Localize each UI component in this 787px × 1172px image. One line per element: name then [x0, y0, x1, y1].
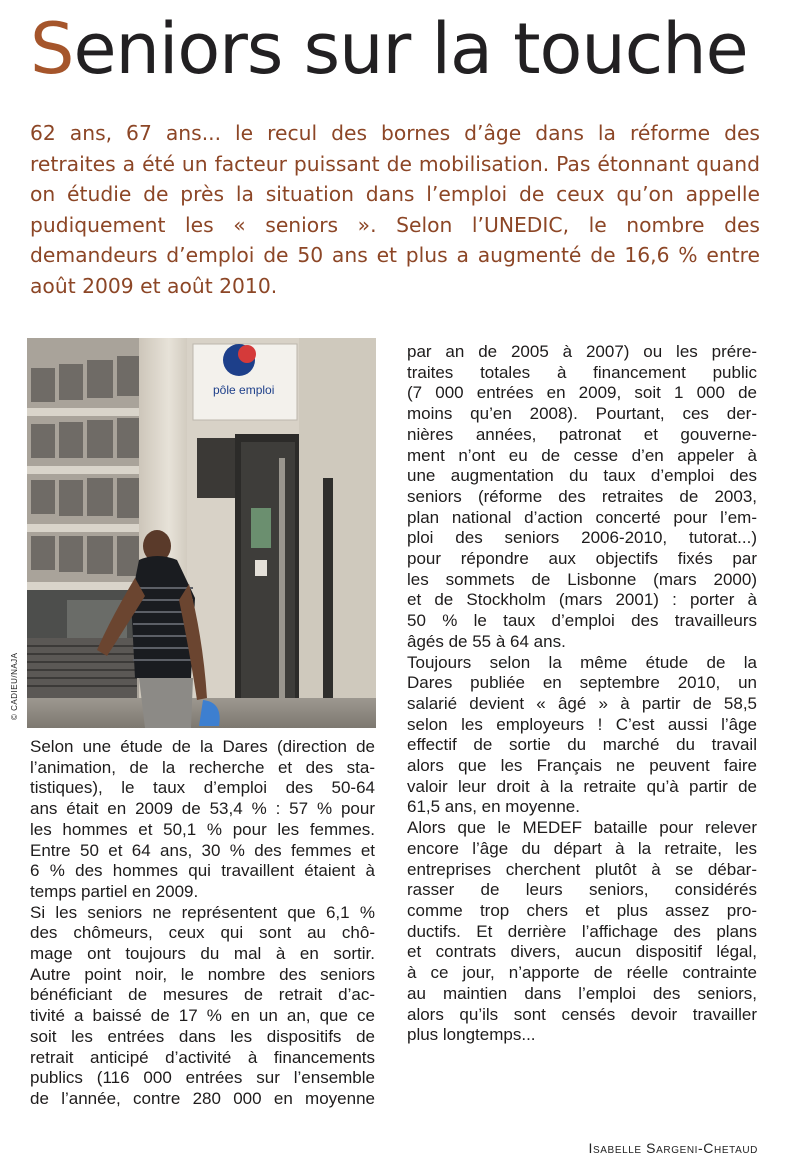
body-line: selon les employeurs ! C’est aussi l’âge [407, 714, 757, 734]
body-line: effectif de sortie du marché du travail [407, 735, 757, 755]
body-line: et contrats divers, aucun dispositif légal, [407, 942, 757, 962]
body-line: alors que les Français ne peuvent faire [407, 756, 757, 776]
body-line: ment n’ont eu de cesse d’en appeler à [407, 445, 757, 465]
body-line: âgés de 55 à 64 ans. [407, 631, 566, 651]
body-line: les sommets de Lisbonne (mars 2000) [407, 569, 757, 589]
lead-line: 62 ans, 67 ans... le recul des bornes d’âge dans la réforme des [30, 121, 760, 145]
title-initial: S [30, 8, 74, 90]
body-line: salarié devient « âgé » à partir de 58,5 [407, 693, 757, 713]
body-line: entreprises cherchent plutôt à se débar- [407, 859, 757, 879]
lead-line: demandeurs d’emploi de 50 ans et plus a augmenté de 16,6 % entre [30, 243, 760, 268]
body-line: par an de 2005 à 2007) ou les prére- [407, 342, 757, 361]
body-line: 61,5 ans, en moyenne. [407, 797, 580, 817]
body-line: les hommes et 50,1 % pour les femmes. [30, 819, 375, 839]
article-lead [30, 118, 760, 302]
photo-credit: © CADIEU/NAJA [10, 652, 19, 720]
body-line: (7 000 entrées en 2009, soit 1 000 de [407, 383, 757, 403]
body-line: Toujours selon la même étude de la [407, 652, 757, 672]
body-line: comme trop chers et plus assez pro- [407, 900, 757, 920]
body-line: des chômeurs, ceux qui sont au chô- [30, 923, 375, 943]
body-line: au maintien dans l’emploi des seniors, [407, 983, 757, 1003]
body-line: moins qu’en 2008). Pourtant, ces der- [407, 404, 757, 424]
body-line: 6 % des hommes qui travaillent étaient à [30, 861, 375, 881]
body-line: soit les entrées dans les dispositifs de [30, 1026, 375, 1046]
body-line: valoir leur droit à la retraite qu’à partir de [407, 776, 757, 796]
left-column [30, 737, 375, 1110]
body-line: une augmentation du taux d’emploi des [407, 466, 757, 486]
body-line: publics (116 000 entrées sur l’ensemble [30, 1068, 375, 1088]
lead-line: pudiquement les « seniors ». Selon l’UNEDIC, le nombre des [30, 212, 760, 237]
body-line: tistiques), le taux d’emploi des 50-64 [30, 778, 375, 798]
body-line: ans était en 2009 de 53,4 % : 57 % pour [30, 799, 375, 819]
body-line: rasser de leurs seniors, considérés [407, 880, 757, 900]
body-line: Alors que le MEDEF bataille pour relever [407, 818, 757, 838]
body-line: encore l’âge du départ à la retraite, les [407, 838, 757, 858]
body-line: Selon une étude de la Dares (direction de [30, 737, 375, 756]
author-signature: Isabelle Sargeni-Chetaud [588, 1140, 758, 1156]
body-line: Entre 50 et 64 ans, 30 % des femmes et [30, 840, 375, 860]
body-line: Autre point noir, le nombre des seniors [30, 964, 375, 984]
body-line: nières années, patronat et gouverne- [407, 424, 757, 444]
body-line: de l’année, contre 280 000 en moyenne [30, 1088, 375, 1108]
body-line: bénéficiant de mesures de retrait d’ac- [30, 985, 375, 1005]
article-photo [27, 338, 376, 728]
body-line: ploi des seniors 2006-2010, tutorat...) [407, 528, 757, 548]
body-line: Dares publiée en septembre 2010, un [407, 673, 757, 693]
body-line: Si les seniors ne représentent que 6,1 % [30, 902, 375, 922]
body-line: et de Stockholm (mars 2001) : porter à [407, 590, 757, 610]
right-column [407, 342, 757, 1046]
body-line: tivité a baissé de 17 % en un an, que ce [30, 1006, 375, 1026]
lead-line: on étudie de près la situation dans l’emploi de ceux qu’on appelle [30, 182, 760, 207]
body-line: 50 % le taux d’emploi des travailleurs [407, 611, 757, 631]
lead-line: août 2009 et août 2010. [30, 273, 278, 298]
body-line: alors qu’ils sont censés devoir travailler [407, 1004, 757, 1024]
body-line: mage ont toujours du mal à en sortir. [30, 944, 375, 964]
body-line: plan national d’action concerté pour l’em- [407, 507, 757, 527]
body-line: temps partiel en 2009. [30, 881, 199, 901]
article-title [30, 4, 770, 94]
lead-line: retraites a été un facteur puissant de mobilisation. Pas étonnant quand [30, 151, 760, 176]
body-line: pour répondre aux objectifs fixés par [407, 549, 757, 569]
body-line: l’animation, de la recherche et des sta- [30, 757, 375, 777]
title-rest: eniors sur la touche [73, 8, 748, 90]
body-line: ductifs. Et derrière l’affichage des plans [407, 921, 757, 941]
body-line: seniors (réforme des retraites de 2003, [407, 486, 757, 506]
body-line: traites totales à financement public [407, 362, 757, 382]
sign-label: pôle emploi [213, 383, 275, 397]
body-line: retrait anticipé d’activité à financements [30, 1047, 375, 1067]
body-line: plus longtemps... [407, 1025, 536, 1045]
storefront-photo [27, 338, 376, 728]
body-line: à ce jour, n’apporte de réelle contrainte [407, 963, 757, 983]
